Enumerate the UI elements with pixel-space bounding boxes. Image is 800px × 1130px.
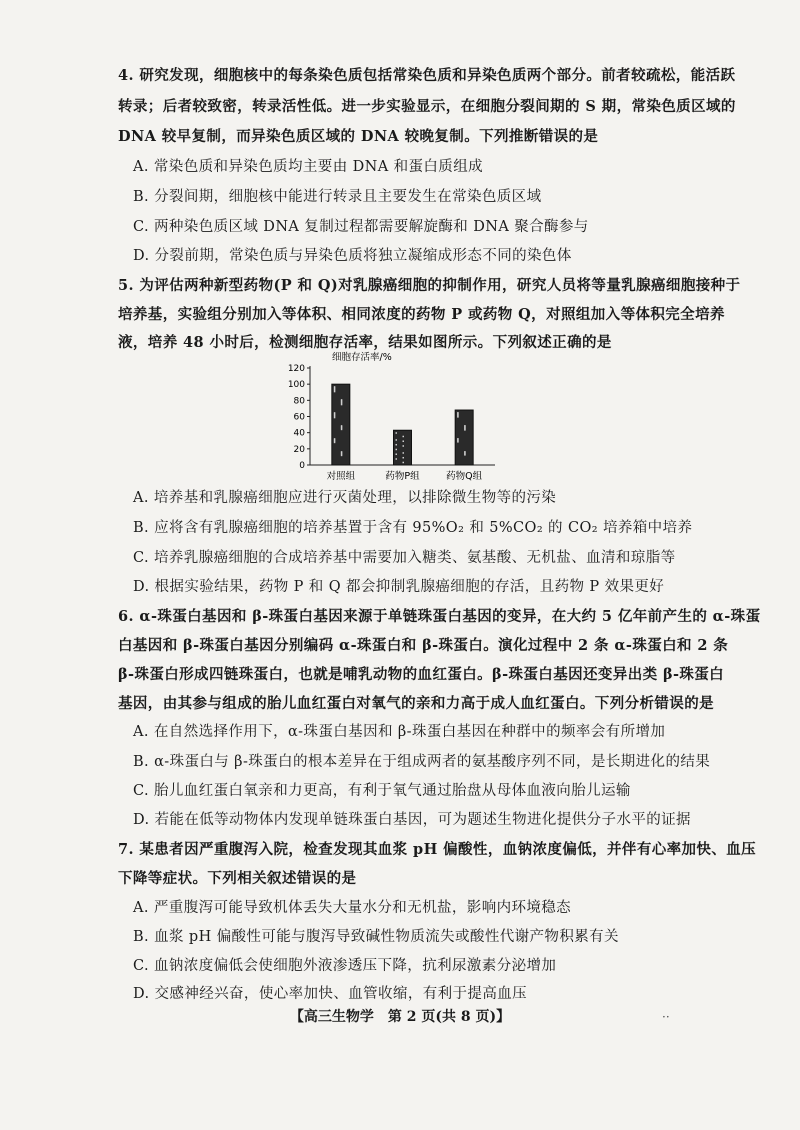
q6-option-d: D. 若能在低等动物体内发现单链珠蛋白基因，可为题述生物进化提供分子水平的证据 (133, 812, 691, 828)
page-footer: 【高三生物学 第 2 页(共 8 页)】 (289, 1009, 511, 1025)
q4-stem-line-2: 转录；后者较致密，转录活性低。进一步实验显示，在细胞分裂间期的 S 期，常染色质区域的 (118, 98, 736, 115)
q5-stem-line-1: 5. 为评估两种新型药物(P 和 Q)对乳腺癌细胞的抑制作用，研究人员将等量乳腺癌细胞接种于 (118, 277, 741, 294)
bar-speckle (403, 457, 405, 459)
q4-option-a: A. 常染色质和异染色质均主要由 DNA 和蛋白质组成 (133, 159, 483, 175)
bar-speckle (396, 432, 398, 434)
bar-speckle (341, 429, 343, 431)
q5-stem-line-2: 培养基，实验组分别加入等体积、相同浓度的药物 P 或药物 Q，对照组加入等体积完全培养 (118, 306, 725, 323)
bar-speckle (396, 449, 398, 451)
q4-option-c: C. 两种染色质区域 DNA 复制过程都需要解旋酶和 DNA 聚合酶参与 (133, 219, 589, 235)
q5-option-d: D. 根据实验结果，药物 P 和 Q 都会抑制乳腺癌细胞的存活，且药物 P 效果更好 (133, 579, 665, 595)
q7-option-a: A. 严重腹泻可能导致机体丢失大量水分和无机盐，影响内环境稳态 (133, 900, 572, 916)
y-tick-label: 20 (293, 444, 305, 455)
q6-stem-line-3: β-珠蛋白形成四链珠蛋白，也就是哺乳动物的血红蛋白。β-珠蛋白基因还变异出类 β-珠蛋白 (118, 666, 725, 683)
q4-stem-line-1: 4. 研究发现，细胞核中的每条染色质包括常染色质和异染色质两个部分。前者较疏松，能活跃 (118, 67, 736, 84)
q4-option-b: B. 分裂间期，细胞核中能进行转录且主要发生在常染色质区域 (133, 189, 542, 205)
bar-speckle (341, 404, 343, 406)
x-tick-label: 对照组 (326, 471, 356, 482)
bar-speckle (396, 453, 398, 455)
y-tick-label: 80 (293, 396, 305, 407)
survival-rate-bar-chart (270, 350, 500, 490)
q7-stem-line-2: 下降等症状。下列相关叙述错误的是 (118, 870, 357, 887)
q4-stem-line-3: DNA 较早复制，而异染色质区域的 DNA 较晚复制。下列推断错误的是 (118, 128, 599, 145)
q5-option-b: B. 应将含有乳腺癌细胞的培养基置于含有 95%O₂ 和 5%CO₂ 的 CO₂ 培养箱中培养 (133, 520, 693, 536)
q6-stem-line-2: 白基因和 β-珠蛋白基因分别编码 α-珠蛋白和 β-珠蛋白。演化过程中 2 条 α-珠蛋白和 2 条 (118, 637, 729, 654)
bar-2 (394, 430, 412, 465)
bar-3 (455, 410, 473, 465)
bar-speckle (396, 458, 398, 460)
footer-mark: ·· (662, 1010, 670, 1024)
q7-option-c: C. 血钠浓度偏低会使细胞外液渗透压下降，抗利尿激素分泌增加 (133, 958, 557, 974)
q6-stem-line-1: 6. α-珠蛋白基因和 β-珠蛋白基因来源于单链珠蛋白基因的变异，在大约 5 亿年前产生的 α-珠蛋 (118, 608, 761, 625)
bar-1 (332, 384, 350, 465)
bar-speckle (403, 440, 405, 442)
bar-speckle (464, 429, 466, 431)
y-tick-label: 40 (293, 428, 305, 439)
bar-speckle (334, 417, 335, 419)
y-tick-label: 60 (293, 412, 305, 423)
x-tick-label: 药物P组 (385, 471, 420, 482)
q4-option-d: D. 分裂前期，常染色质与异染色质将独立凝缩成形态不同的染色体 (133, 248, 572, 264)
bar-speckle (403, 445, 405, 447)
q5-stem-line-3: 液，培养 48 小时后，检测细胞存活率，结果如图所示。下列叙述正确的是 (118, 334, 612, 351)
q6-stem-line-4: 基因，由其参与组成的胎儿血红蛋白对氧气的亲和力高于成人血红蛋白。下列分析错误的是 (118, 695, 714, 712)
x-tick-label: 药物Q组 (446, 471, 483, 482)
bar-speckle (341, 455, 343, 457)
chart-title: 细胞存活率/% (332, 352, 392, 363)
bar-speckle (403, 462, 405, 464)
q7-stem-line-1: 7. 某患者因严重腹泻入院，检查发现其血浆 pH 偏酸性，血钠浓度偏低，并伴有心率加快、血压 (118, 841, 757, 858)
q6-option-b: B. α-珠蛋白与 β-珠蛋白的根本差异在于组成两者的氨基酸序列不同，是长期进化的结果 (133, 754, 711, 770)
bar-speckle (457, 441, 459, 443)
bar-speckle (334, 391, 335, 393)
y-tick-label: 100 (287, 380, 305, 391)
bar-speckle (464, 454, 466, 456)
chart-bars (332, 384, 473, 465)
bar-speckle (403, 436, 405, 438)
q7-option-b: B. 血浆 pH 偏酸性可能与腹泻导致碱性物质流失或酸性代谢产物积累有关 (133, 929, 619, 945)
q5-option-a: A. 培养基和乳腺癌细胞应进行灭菌处理，以排除微生物等的污染 (133, 490, 557, 506)
bar-speckle (457, 416, 459, 418)
q5-option-c: C. 培养乳腺癌细胞的合成培养基中需要加入糖类、氨基酸、无机盐、血清和琼脂等 (133, 550, 676, 566)
chart-labels (327, 470, 483, 482)
q7-option-d: D. 交感神经兴奋，使心率加快、血管收缩，有利于提高血压 (133, 986, 528, 1002)
q6-option-a: A. 在自然选择作用下，α-珠蛋白基因和 β-珠蛋白基因在种群中的频率会有所增加 (133, 724, 666, 740)
bar-speckle (403, 452, 405, 454)
bar-speckle (396, 444, 398, 446)
y-tick-label: 120 (287, 364, 305, 374)
q6-option-c: C. 胎儿血红蛋白氧亲和力更高，有利于氧气通过胎盘从母体血液向胎儿运输 (133, 783, 631, 799)
bar-speckle (334, 442, 335, 444)
y-tick-label: 0 (299, 461, 305, 471)
bar-speckle (396, 439, 398, 441)
